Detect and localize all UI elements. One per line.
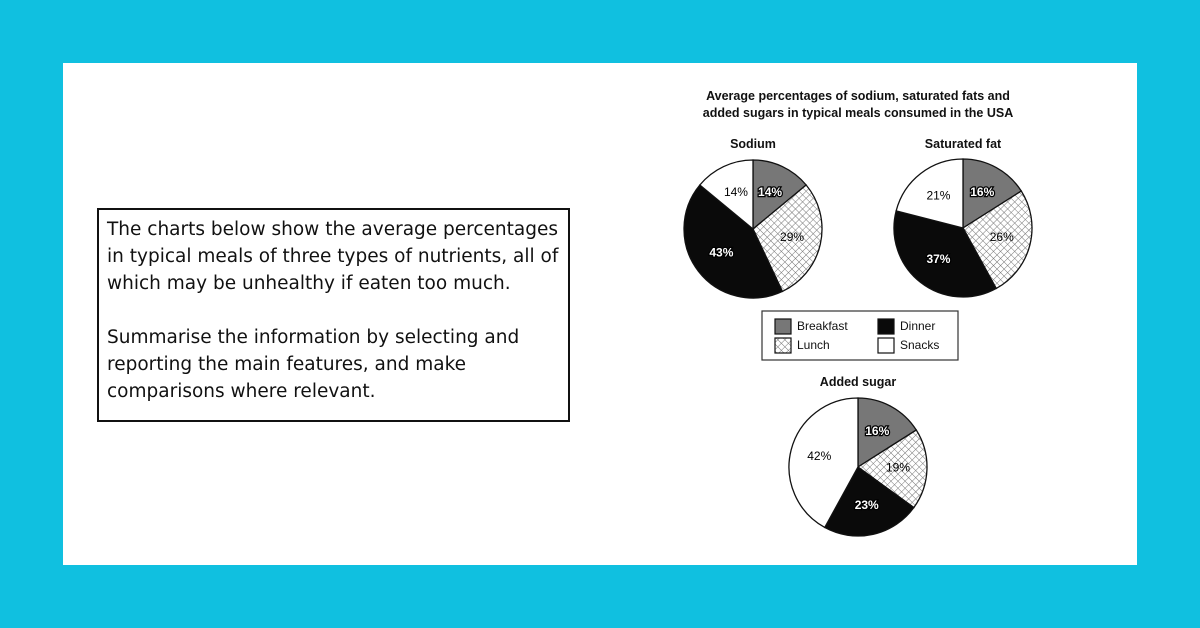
data-label-saturated-fat-breakfast: 16% — [970, 185, 995, 200]
chart-title-line-2: added sugars in typical meals consumed in the USA — [702, 106, 1014, 120]
legend-label-snacks: Snacks — [900, 338, 940, 353]
data-label-sodium-dinner: 43% — [709, 245, 734, 260]
prompt-paragraph-1: The charts below show the average percentages in typical meals of three types of nutrients, all of which may be unhealthy if eaten too much. — [107, 219, 559, 294]
data-label-sodium-snacks: 14% — [723, 184, 748, 199]
legend-swatch-snacks — [878, 338, 894, 353]
data-label-added-sugar-snacks: 42% — [807, 449, 832, 464]
pie-saturated-fat — [894, 137, 1032, 297]
data-label-saturated-fat-dinner: 37% — [926, 251, 951, 266]
pie-added-sugar — [789, 375, 927, 536]
chart-title-line-1: Average percentages of sodium, saturated fats and — [706, 89, 1010, 103]
pie-sodium — [684, 137, 822, 298]
legend — [762, 311, 958, 360]
legend-swatch-lunch — [775, 338, 791, 353]
data-label-added-sugar-lunch: 19% — [885, 460, 911, 475]
legend-label-breakfast: Breakfast — [797, 319, 848, 334]
legend-label-dinner: Dinner — [900, 319, 936, 334]
pie-title-saturated-fat: Saturated fat — [924, 137, 1002, 151]
data-label-saturated-fat-lunch: 26% — [989, 230, 1014, 245]
data-label-added-sugar-dinner: 23% — [854, 498, 879, 513]
pie-title-added-sugar: Added sugar — [819, 375, 897, 389]
legend-swatch-breakfast — [775, 319, 791, 334]
legend-swatch-dinner — [878, 319, 894, 334]
pie-title-sodium: Sodium — [730, 137, 776, 151]
data-label-saturated-fat-snacks: 21% — [926, 188, 951, 203]
data-label-sodium-breakfast: 14% — [758, 184, 783, 199]
data-label-added-sugar-breakfast: 16% — [865, 424, 890, 439]
legend-label-lunch: Lunch — [797, 338, 830, 353]
prompt-paragraph-2: Summarise the information by selecting and reporting the main features, and make comparisons where relevant. — [107, 327, 520, 402]
data-label-sodium-lunch: 29% — [780, 229, 805, 244]
